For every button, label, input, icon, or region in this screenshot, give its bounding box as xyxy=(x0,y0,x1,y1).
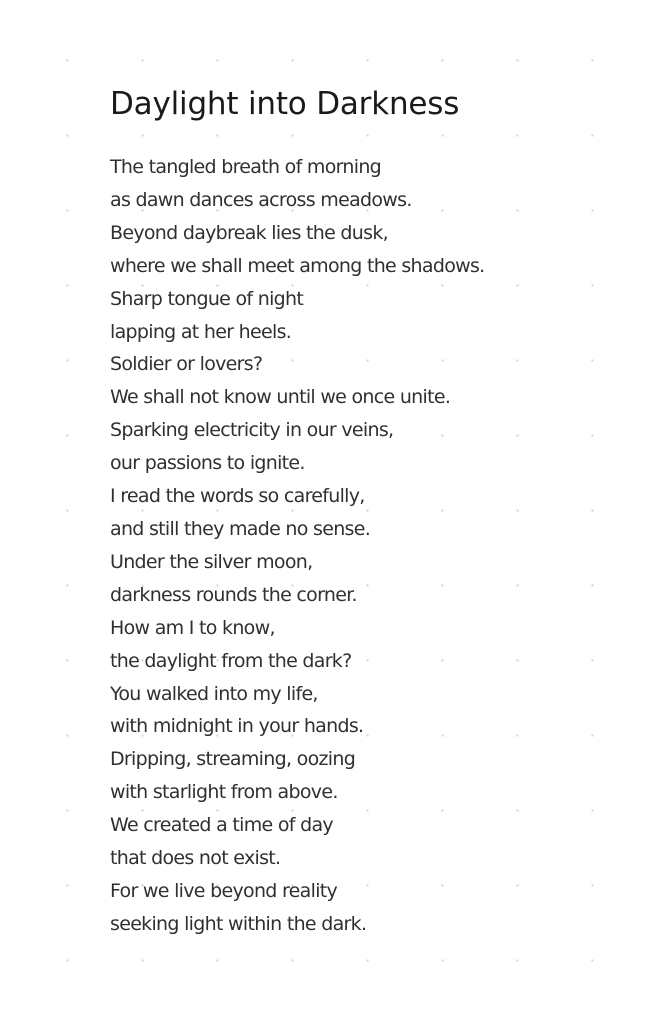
poem-line: Dripping, streaming, oozing xyxy=(110,748,356,771)
poem-line: I read the words so carefully, xyxy=(110,485,365,508)
poem-line: We created a time of day xyxy=(110,814,333,837)
poem-line: seeking light within the dark. xyxy=(110,912,367,935)
poem-line: lapping at her heels. xyxy=(110,320,292,343)
poem-container xyxy=(110,80,630,941)
poem-line: our passions to ignite. xyxy=(110,452,305,475)
poem-line: We shall not know until we once unite. xyxy=(110,386,451,409)
poem-line: as dawn dances across meadows. xyxy=(110,188,412,211)
poem-line: Soldier or lovers? xyxy=(110,353,263,376)
poem-line: that does not exist. xyxy=(110,847,281,870)
poem-line: Under the silver moon, xyxy=(110,550,313,573)
poem-line: The tangled breath of morning xyxy=(110,156,382,178)
poem-line: the daylight from the dark? xyxy=(110,649,352,672)
poem-line: with starlight from above. xyxy=(110,781,338,804)
poem-line: Beyond daybreak lies the dusk, xyxy=(110,221,388,244)
poem-title: Daylight into Darkness xyxy=(110,86,460,122)
poem-line: with midnight in your hands. xyxy=(110,715,364,738)
poem-body xyxy=(110,151,630,941)
poem-line: darkness rounds the corner. xyxy=(110,583,357,606)
poem-line: You walked into my life, xyxy=(110,682,318,705)
poem-line: and still they made no sense. xyxy=(110,517,371,540)
poem-line: Sharp tongue of night xyxy=(110,287,304,310)
poem-line: where we shall meet among the shadows. xyxy=(110,254,485,277)
poem-line: Sparking electricity in our veins, xyxy=(110,419,394,442)
poem-line: For we live beyond reality xyxy=(110,879,338,902)
poem-line: How am I to know, xyxy=(110,616,275,639)
